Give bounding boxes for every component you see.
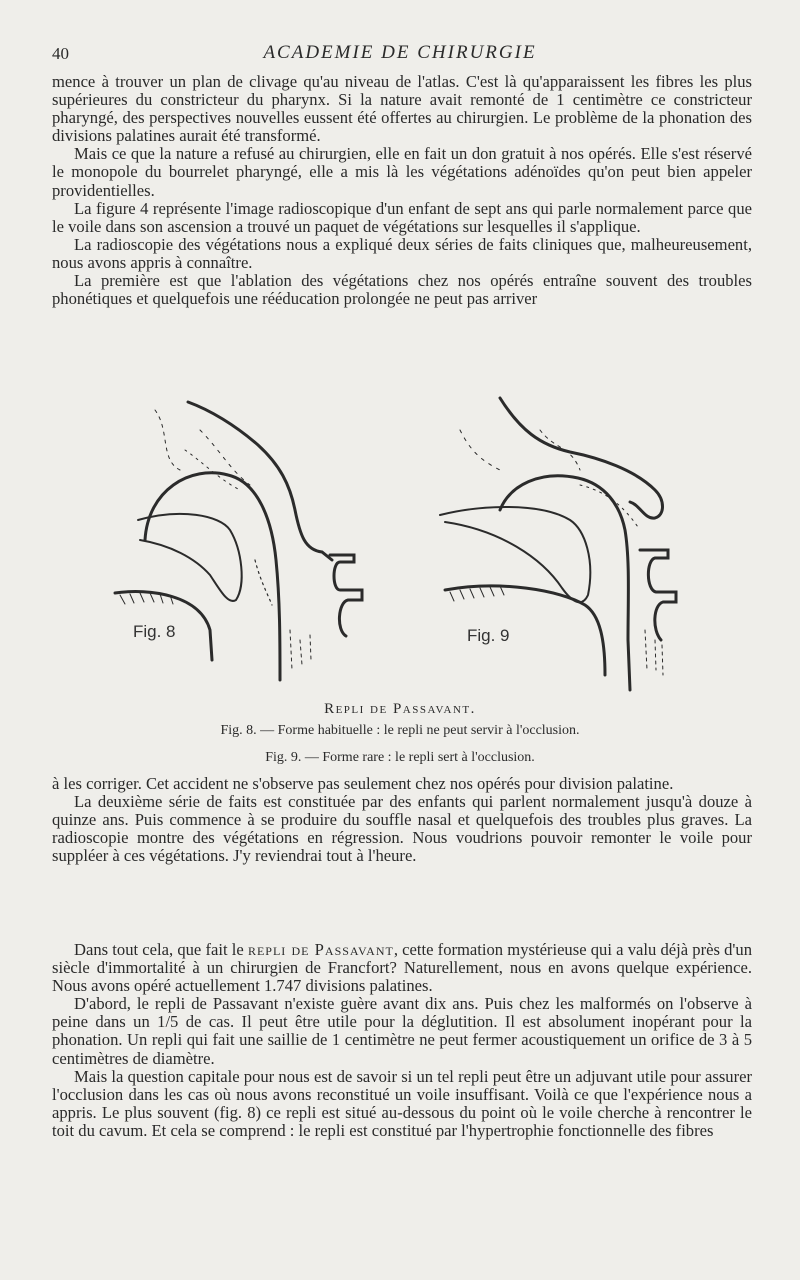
paragraph-segment: Dans tout cela, que fait le <box>74 940 248 959</box>
paragraph: à les corriger. Cet accident ne s'observe pas seulement chez nos opérés pour division palatine. <box>52 774 674 793</box>
paragraph: Mais la question capitale pour nous est de savoir si un tel repli peut être un adjuvant utile pour assurer l'occlusion dans les cas où nous avons reconstitué un voile insuffisant. Voilà ce que l'expérience nous a appris. Le plus souvent (fig. 8) ce repli est situé au-dessous du point où le voile cherche à rencontrer le toit du cavum. Et cela se comprend : le repli est constitué par l'hypertrophie fonctionnelle des fibres <box>52 1066 752 1140</box>
paragraph: La première est que l'ablation des végétations chez nos opérés entraîne souvent des troubles phonétiques et quelquefois une rééducation prolongée ne peut pas arriver <box>52 271 752 309</box>
body-text-bottom <box>52 941 752 1140</box>
paragraph: mence à trouver un plan de clivage qu'au niveau de l'atlas. C'est là qu'apparaissent les fibres les plus supérieures du constricteur du pharynx. Si la nature avait remonté de 1 centimètre ce constricteur pharyngé, des perspectives nouvelles eussent été offertes au chirurgien. Le problème de la phonation des divisions palatines aurait été transformé. <box>52 72 752 146</box>
figure-passavant <box>100 390 700 700</box>
page-number: 40 <box>52 44 69 63</box>
body-text-middle <box>52 775 752 865</box>
caption-title: Repli de Passavant. <box>324 701 476 717</box>
fig9-label: Fig. 9 <box>467 626 510 645</box>
paragraph: D'abord, le repli de Passavant n'existe guère avant dix ans. Puis chez les malformés on l'observe à peine dans un 1/5 de cas. Il peut être utile pour la déglutition. Il est absolument inopérant pour la phonation. Un repli qui fait une saillie de 1 centimètre ne peut fermer acoustiquement un orifice de 3 à 5 centimètres de diamètre. <box>52 994 752 1068</box>
caption-fig9: Fig. 9. — Forme rare : le repli sert à l'occlusion. <box>265 750 535 765</box>
paragraph: Mais ce que la nature a refusé au chirurgien, elle en fait un don gratuit à nos opérés. Elle s'est réservé le monopole du bourrelet pharyngé, elle a mis là les végétations adénoïdes qu'on peut bien appeler providentielles. <box>52 144 752 200</box>
paragraph: La deuxième série de faits est constituée par des enfants qui parlent normalement jusqu'à douze à quinze ans. Puis commence à se produire du souffle nasal et quelquefois des troubles plus graves. La radioscopie montre des végétations en régression. Nous voudrions pouvoir remonter le voile pour suppléer à ces végétations. J'y reviendrai tout à l'heure. <box>52 792 752 866</box>
term-repli-de-passavant: repli de Passavant <box>247 940 394 959</box>
paragraph-segment: , cette formation mystérieuse qui a valu déjà près d'un siècle d'immortalité à un chirurgien de Francfort? Naturellement, nous en avons quelque expérience. Nous avons opéré actuellement 1.747 divisions palatines. <box>52 940 752 996</box>
running-title: ACADEMIE DE CHIRURGIE <box>263 42 537 63</box>
caption-fig8: Fig. 8. — Forme habituelle : le repli ne peut servir à l'occlusion. <box>220 723 580 738</box>
body-text-top <box>52 73 752 308</box>
anatomical-drawings <box>100 390 700 700</box>
paragraph: La figure 4 représente l'image radioscopique d'un enfant de sept ans qui parle normalement parce que le voile dans son ascension a trouvé un paquet de végétations sur lesquelles il s'applique. <box>52 198 752 236</box>
paragraph <box>52 941 752 995</box>
fig8-label: Fig. 8 <box>133 622 176 641</box>
figure-captions <box>0 700 800 767</box>
paragraph: La radioscopie des végétations nous a expliqué deux séries de faits cliniques que, malheureusement, nous avons appris à connaître. <box>52 234 752 272</box>
